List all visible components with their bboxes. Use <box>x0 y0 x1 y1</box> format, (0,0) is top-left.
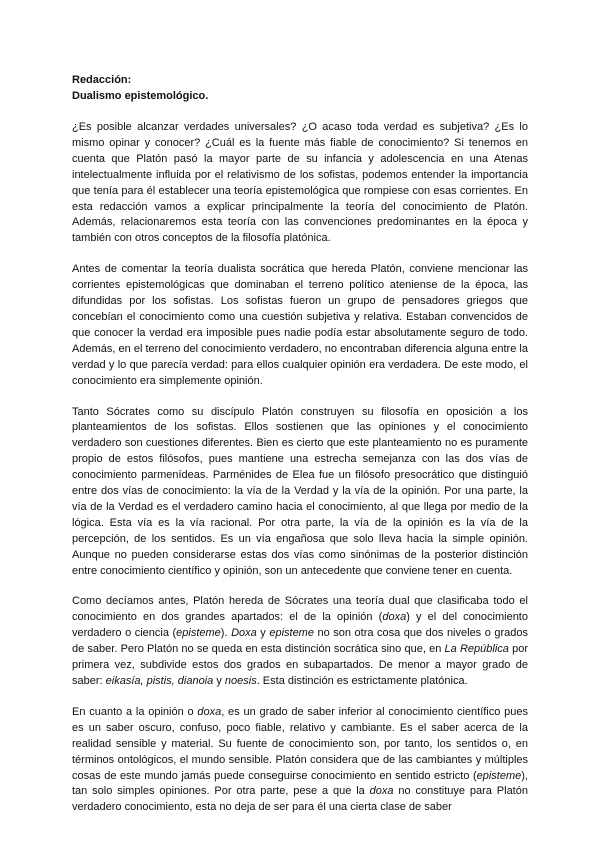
paragraph-list <box>72 120 528 816</box>
paragraph-text: no constituye para Platón verdadero conocimiento, esta no deja de ser para él una cierta clase de saber <box>72 785 528 814</box>
paragraph-text: y <box>256 627 270 640</box>
document-heading: Redacción: <box>72 74 132 86</box>
italic-term: episteme <box>476 769 522 782</box>
italic-term: eikasía, pistis, dianoia <box>105 675 214 687</box>
italic-term: La República <box>444 643 509 656</box>
italic-term: doxa <box>197 705 222 718</box>
paragraph-text: Antes de comentar la teoría dualista socrática que hereda Platón, conviene mencionar las corrientes epistemológicas que dominaban el terreno político ateniense de la época, las difundidas por los sofistas. Los sofistas fueron un grupo de pensadores griegos que concebían el conocimiento como una cuestión subjetiva y relativa. Estaban convencidos de que conocer la verdad era imposible pues nadie podía estar absolutamente seguro de todo. Además, en el terreno del conocimiento verdadero, no encontraban diferencia alguna entre la verdad y lo que parecía verdad: para ellos cualquier opinión era verdadera. De este modo, el conocimiento era simplemente opinión. <box>72 263 528 387</box>
paragraph <box>72 405 528 580</box>
italic-term: episteme <box>269 627 314 640</box>
document-body <box>72 72 528 831</box>
italic-term: episteme <box>176 627 221 640</box>
paragraph <box>72 262 528 389</box>
paragraph-text: , es un grado de saber inferior al conocimiento científico pues es un saber oscuro, confuso, poco fiable, relativo y cambiante. Es el saber acerca de la realidad sensible y material. Su fuente de conocimiento son, por tanto, los sentidos o, en términos ontológicos, el mundo sensible. Platón considera que de las cambiantes y múltiples cosas de este mundo jamás puede conseguirse conocimiento en sentido estricto ( <box>72 705 528 782</box>
paragraph-text: ). <box>220 627 232 640</box>
paragraph-text: no son otra cosa que dos niveles o grados de saber. Pero Platón no se queda en esta distinción socrática sino que, en <box>72 627 528 656</box>
paragraph <box>72 120 528 247</box>
paragraph-text: Como decíamos antes, Platón hereda de Sócrates una teoría dual que clasificaba todo el conocimiento en dos grandes apartados: el de la opinión ( <box>72 595 528 624</box>
paragraph-text: por primera vez, subdivide estos dos grados en subapartados. De menor a mayor grado de saber: <box>72 643 528 687</box>
paragraph-text: Tanto Sócrates como su discípulo Platón construyen su filosofía en oposición a los planteamientos de los sofistas. Ellos sostienen que las opiniones y el conocimiento verdadero son cuestiones diferentes. Bien es cierto que este planteamiento no es puramente propio de estos filósofos, pues mantiene una estrecha semejanza con las dos vías de conocimiento parmenídeas. Parménides de Elea fue un filósofo presocrático que distinguió entre dos vías de conocimiento: la vía de la Verdad y la vía de la opinión. Por una parte, la vía de la Verdad es el verdadero camino hacia el conocimiento, al que llega por medio de la lógica. Esta vía es la vía racional. Por otra parte, la vía de la opinión es la vía de la percepción, de los sentidos. Es un vía engañosa que solo lleva hacia la simple opinión. Aunque no pueden considerarse estas dos vías como sinónimas de la posterior distinción entre conocimiento científico y opinión, son un antecedente que conviene tener en cuenta. <box>72 405 528 577</box>
italic-term: doxa <box>369 785 394 798</box>
italic-term: noesis <box>224 675 257 687</box>
paragraph-text: ), tan solo simples opiniones. Por otra parte, pese a que la <box>72 769 528 798</box>
paragraph-text: En cuanto a la opinión o <box>72 705 198 718</box>
paragraph <box>72 705 528 816</box>
paragraph <box>72 594 528 689</box>
italic-term: doxa <box>382 611 407 624</box>
paragraph-text: y <box>213 675 225 687</box>
paragraph-text: ) y el del conocimiento verdadero o ciencia ( <box>72 611 528 640</box>
italic-term: Doxa <box>231 627 257 640</box>
paragraph-text: ¿Es posible alcanzar verdades universales? ¿O acaso toda verdad es subjetiva? ¿Es lo mismo opinar y conocer? ¿Cuál es la fuente más fiable de conocimiento? Si tenemos en cuenta que Platón pasó la mayor parte de su infancia y adolescencia en una Atenas intelectualmente influida por el relativismo de los sofistas, podemos entender la importancia que tenía para él establecer una teoría epistemológica que rompiese con esas corrientes. En esta redacción vamos a explicar principalmente la teoría del conocimiento de Platón. Además, relacionaremos esta teoría con las convenciones predominantes en la época y también con otros conceptos de la filosofía platónica. <box>72 121 528 245</box>
paragraph-text: . Esta distinción es estrictamente platónica. <box>256 675 468 687</box>
document-subheading: Dualismo epistemológico. <box>72 90 209 102</box>
